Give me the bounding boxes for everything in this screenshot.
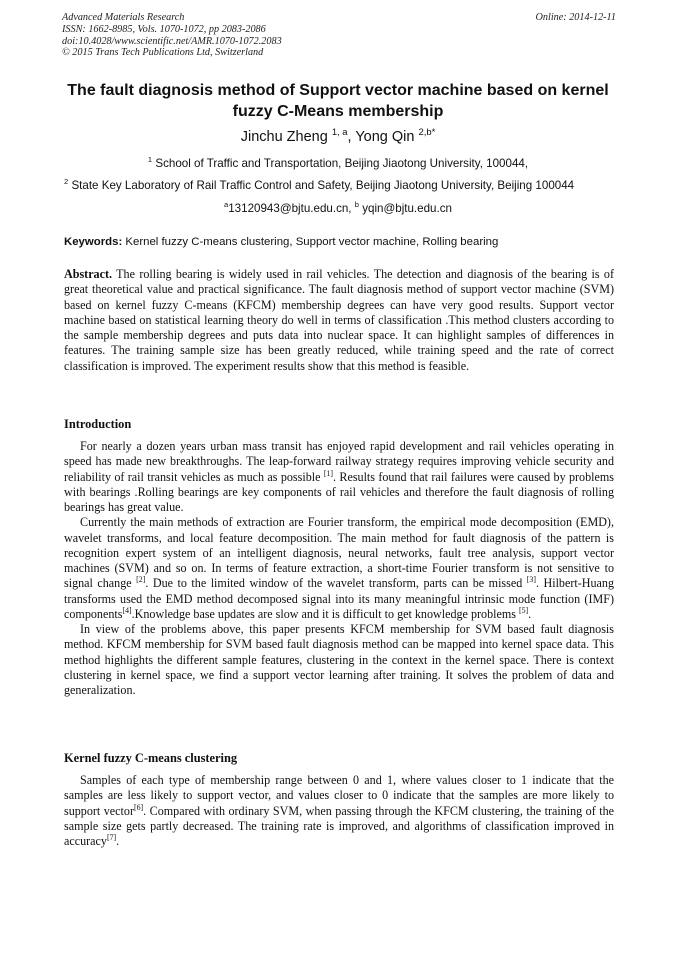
citation-7: [7] — [106, 832, 117, 842]
intro-paragraph-2 — [64, 515, 614, 622]
citation-3: [3] — [526, 575, 536, 585]
intro-p2-text-b: . Due to the limited window of the wavelet transform, parts can be missed — [145, 576, 523, 591]
intro-p1-text-b: . Results found that rail failures were caused by problems with bearings .Rolling bearings are key components of rail vehicles and therefore the fault diagnosis of rolling bearings has great value. — [64, 469, 614, 514]
keywords-label: Keywords: — [64, 236, 123, 248]
kfcm-p1-text-b: . Compared with ordinary SVM, when passing through the KFCM clustering, the training of the sample size gets partly decreased. The training rate is improved, and algorithms of classification improved in accuracy — [64, 803, 614, 848]
email-a-sup: a — [224, 200, 229, 210]
author-2-sup: 2,b* — [418, 126, 436, 138]
journal-name: Advanced Materials Research — [62, 12, 185, 23]
kfcm-p1-text: Samples of each type of membership range between 0 and 1, where values closer to 1 indicate that the samples are less likely to support vector, and values closer to 0 indicate that the samples are more likely to support vector — [64, 773, 614, 818]
online-date: Online: 2014-12-11 — [535, 12, 616, 23]
kfcm-heading: Kernel fuzzy C-means clustering — [64, 751, 238, 765]
kfcm-p1-text-c: . — [116, 834, 120, 848]
intro-p2-text-c: . Hilbert-Huang transforms used the EMD method decomposed signal into its many meaningful intrinsic mode function (IMF) components — [64, 576, 615, 621]
affiliation-1 — [62, 157, 614, 171]
keywords — [64, 235, 616, 249]
citation-6: [6] — [133, 802, 144, 812]
journal-header — [62, 12, 618, 59]
intro-p2-text-d: .Knowledge base updates are slow and it is difficult to get knowledge problems — [131, 606, 516, 621]
email-line — [62, 202, 614, 216]
intro-paragraph-3: In view of the problems above, this paper presents KFCM membership for SVM based fault diagnosis method. KFCM membership for SVM based fault diagnosis method can be mapped into kernel space data. This method highlights the different sample features, clustering in the context in the kernel space. There is context clustering in kernel space, we find a support vector learning after training. It solves the problem of data and generalization. — [64, 622, 614, 697]
citation-4: [4] — [122, 605, 132, 615]
author-1-sup: 1, a — [331, 126, 348, 138]
paper-title — [62, 80, 614, 122]
email-b-sup: b — [354, 200, 359, 210]
email-a: 13120943@bjtu.edu.cn, — [228, 202, 352, 215]
citation-5: [5] — [519, 605, 529, 615]
affiliation-2-sup: 2 — [64, 177, 69, 187]
affiliation-2 — [64, 179, 624, 193]
author-separator: , — [347, 129, 356, 145]
intro-p2-text-e: . — [528, 606, 532, 621]
author-list — [62, 128, 614, 146]
intro-p1-text: For nearly a dozen years urban mass transit has enjoyed rapid development and rail vehicles operating in speed has made new breakthroughs. The leap-forward railway strategy requires improving vehicle security and reliability of rail transit vehicles as much as possible — [64, 439, 614, 484]
citation-2: [2] — [136, 575, 146, 585]
affiliation-1-text: School of Traffic and Transportation, Beijing Jiaotong University, 100044, — [155, 157, 529, 170]
intro-paragraph-1 — [64, 439, 614, 515]
intro-p2-text: Currently the main methods of extraction are Fourier transform, the empirical mode decomposition (EMD), wavelet transforms, and local feature decomposition. The main method for fault diagnosis of the pattern is recognition expert system of an intelligent diagnosis, neural networks, fault tree analysis, support vector machines (SVM) and so on. In terms of feature extraction, a short-time Fourier transform is not sensitive to signal change — [64, 515, 614, 591]
citation-1: [1] — [323, 468, 334, 478]
abstract-label: Abstract. — [64, 267, 113, 281]
abstract — [64, 267, 614, 374]
introduction-heading: Introduction — [64, 417, 132, 431]
kfcm-paragraph-1 — [64, 773, 614, 849]
affiliation-1-sup: 1 — [147, 155, 153, 165]
email-b: yqin@bjtu.edu.cn — [362, 202, 452, 215]
title-line-1: The fault diagnosis method of Support vector machine based on kernel — [67, 82, 609, 99]
title-line-2: fuzzy C-Means membership — [232, 103, 444, 120]
kfcm-body — [64, 773, 614, 849]
copyright-line: © 2015 Trans Tech Publications Ltd, Switzerland — [62, 47, 264, 59]
doi-line: doi:10.4028/www.scientific.net/AMR.1070-1072.2083 — [62, 35, 282, 47]
author-1-name: Jinchu Zheng — [240, 129, 328, 145]
introduction-body — [64, 439, 614, 698]
affiliation-2-text: State Key Laboratory of Rail Traffic Control and Safety, Beijing Jiaotong University, Beijing 100044 — [71, 179, 575, 192]
keywords-text: Kernel fuzzy C-means clustering, Support vector machine, Rolling bearing — [125, 236, 499, 248]
abstract-text: The rolling bearing is widely used in rail vehicles. The detection and diagnosis of the bearing is of great theoretical value and practical significance. The fault diagnosis method of support vector machine (SVM) based on kernel fuzzy C-means (KFCM) membership degrees can have very good results. Support vector machine based on statistical learning theory do well in terms of classification .This method clusters according to the sample membership degrees and puts data into nuclear space. It can highlight samples of differences in features. The training sample size has been greatly reduced, while training speed and the rate of correct classification is improved. The experiment results show that this method is feasible. — [64, 267, 615, 373]
issn-line: ISSN: 1662-8985, Vols. 1070-1072, pp 2083-2086 — [62, 23, 266, 35]
author-2-name: Yong Qin — [355, 129, 415, 145]
